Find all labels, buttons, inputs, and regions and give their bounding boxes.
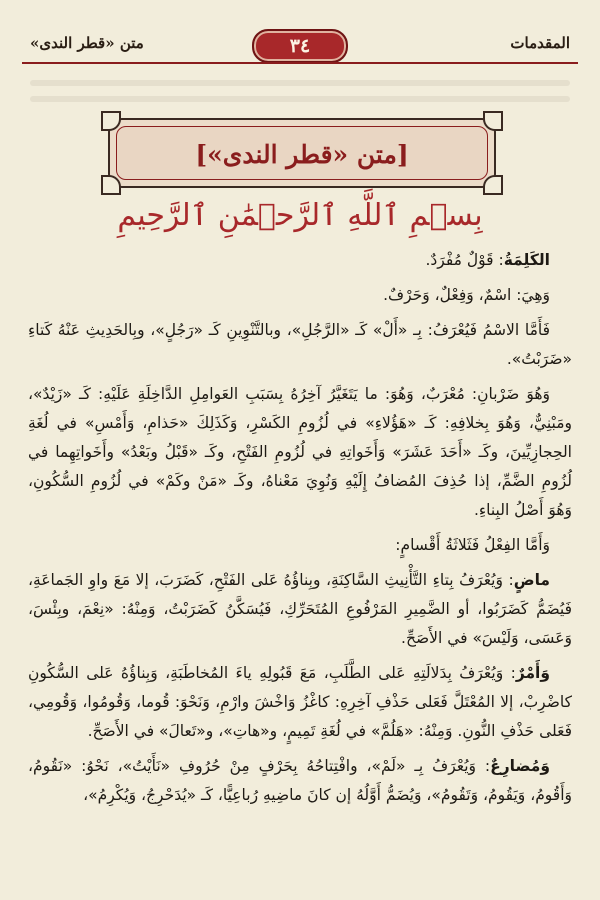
paragraph: [28, 752, 572, 810]
frame-corner: [483, 111, 503, 131]
paragraph-text: : وَيُعْرَفُ بِتاءِ التَّأْنِيثِ السَّاكِنَةِ، وبِناؤُهُ عَلى الفَتْحِ، كَضَرَبَ، إلا مَعَ واوِ الجَماعَةِ، فَيُضَمُّ كَضَرَبُوا، أو الضَّمِيرِ المَرْفُوعِ المُتَحَرِّكِ، فَيُسَكَّنُ كَضَرَبْتُ، وَمِنْهُ: «نِعْمَ، وبِئْسَ، وَعَسَى، وَلَيْسَ» في الأَصَحِّ.: [28, 571, 572, 647]
paragraph: [28, 531, 572, 560]
paragraph-text: فَأَمَّا الاسْمُ فَيُعْرَفُ: بِـ «أَلْ» كَـ «الرَّجُلِ»، وبالتَّنْوِينِ كَـ «رَجُلٍ»، وبِالحَدِيثِ عَنْهُ كَتاءِ «ضَرَبْتُ».: [28, 321, 572, 368]
page-header: [22, 24, 578, 64]
paragraph: [28, 380, 572, 525]
paragraph-text: وَهُوَ ضَرْبانِ: مُعْرَبٌ، وَهُوَ: ما يَتَغَيَّرُ آخِرُهُ بِسَبَبِ العَوامِلِ الدَّاخِلَةِ عَلَيْهِ: كَـ «زَيْدٌ»، ومَبْنِيٌّ، وَهُوَ بِخلافِهِ: كَـ «هَؤُلاءِ» في لُزُومِ الكَسْرِ، وَكَذَلِكَ «حَذامِ، وَأَمْسِ» في لُغَةِ الحِجازِيِّينَ، وكَـ «أَحَدَ عَشَرَ» وَأَخَواتِهِ في لُزُومِ الفَتْحِ، وكَـ «قَبْلُ وبَعْدُ» وأَخَواتِهِما في لُزُومِ الضَّمِّ، إذا حُذِفَ المُضافُ إِلَيْهِ وَنُوِيَ مَعْناهُ، وكَـ «مَنْ وكَمْ» في لُزُومِ السُّكُونِ، وَهُوَ أَصْلُ البِناءِ.: [28, 385, 572, 519]
paragraph: [28, 566, 572, 653]
title-frame: [108, 118, 496, 188]
title-frame-inner: [116, 126, 488, 180]
header-divider: [22, 62, 578, 64]
running-title: متن «قطر الندى»: [30, 34, 144, 52]
show-through-line: [30, 96, 570, 102]
paragraph-lead: ماضٍ: [513, 571, 550, 589]
paragraph-lead: وَمُضارِعٌ: [490, 757, 550, 775]
paragraph: [28, 246, 572, 275]
paragraph-lead: وَأَمْرٌ: [515, 664, 550, 682]
paragraph-text: : وَيُعْرَفُ بِـ «لَمْ»، وافْتِتاحُهُ بِحَرْفٍ مِنْ حُرُوفِ «نَأَيْتُ»، نَحْوُ: «نَقُومُ، وَأَقُومُ، وَيَقُومُ، وَتَقُومُ»، وَيُضَمُّ أَوَّلُهُ إن كانَ ماضِيهِ رُباعِيًّا، كَـ «يُدَحْرِجُ، وَيُكْرِمُ»،: [28, 757, 572, 804]
body-text: [28, 246, 572, 816]
paragraph: [28, 281, 572, 310]
paragraph-text: وَأَمَّا الفِعْلُ فَثَلاثَةُ أَقْسامٍ:: [395, 536, 550, 554]
paragraph-lead: الكَلِمَةُ: [503, 251, 550, 269]
paragraph-text: : وَيُعْرَفُ بِدَلالَتِهِ عَلى الطَّلَبِ، مَعَ قَبُولِهِ ياءَ المُخاطَبَةِ، وَبِناؤُهُ عَلى السُّكُونِ كاضْرِبْ، إلا المُعْتَلَّ فَعَلى حَذْفِ آخِرِهِ: كاغْزُ وَاخْشَ وارْمِ، وَنَحْوَ: قُوما، وَقُومُوا، وَقُومِي، فَعَلى حَذْفِ النُّونِ. وَمِنْهُ: «هَلُمَّ» في لُغَةِ تَمِيمٍ، و«هاتِ»، و«تَعالَ» في الأَصَحِّ.: [28, 664, 572, 740]
show-through-line: [30, 80, 570, 86]
section-title: [متن «قطر الندى»]: [195, 140, 409, 169]
paragraph-text: وَهِيَ: اسْمٌ، وَفِعْلٌ، وَحَرْفٌ.: [383, 286, 550, 304]
basmala: بِسۡمِ ٱللَّهِ ٱلرَّحۡمَٰنِ ٱلرَّحِيمِ: [117, 198, 483, 233]
paragraph: [28, 659, 572, 746]
frame-corner: [101, 175, 121, 195]
chapter-title: المقدمات: [510, 34, 570, 52]
page-number-badge: ٣٤: [252, 29, 348, 63]
frame-corner: [483, 175, 503, 195]
paragraph-text: : قَوْلٌ مُفْرَدٌ.: [425, 251, 504, 269]
paragraph: [28, 316, 572, 374]
